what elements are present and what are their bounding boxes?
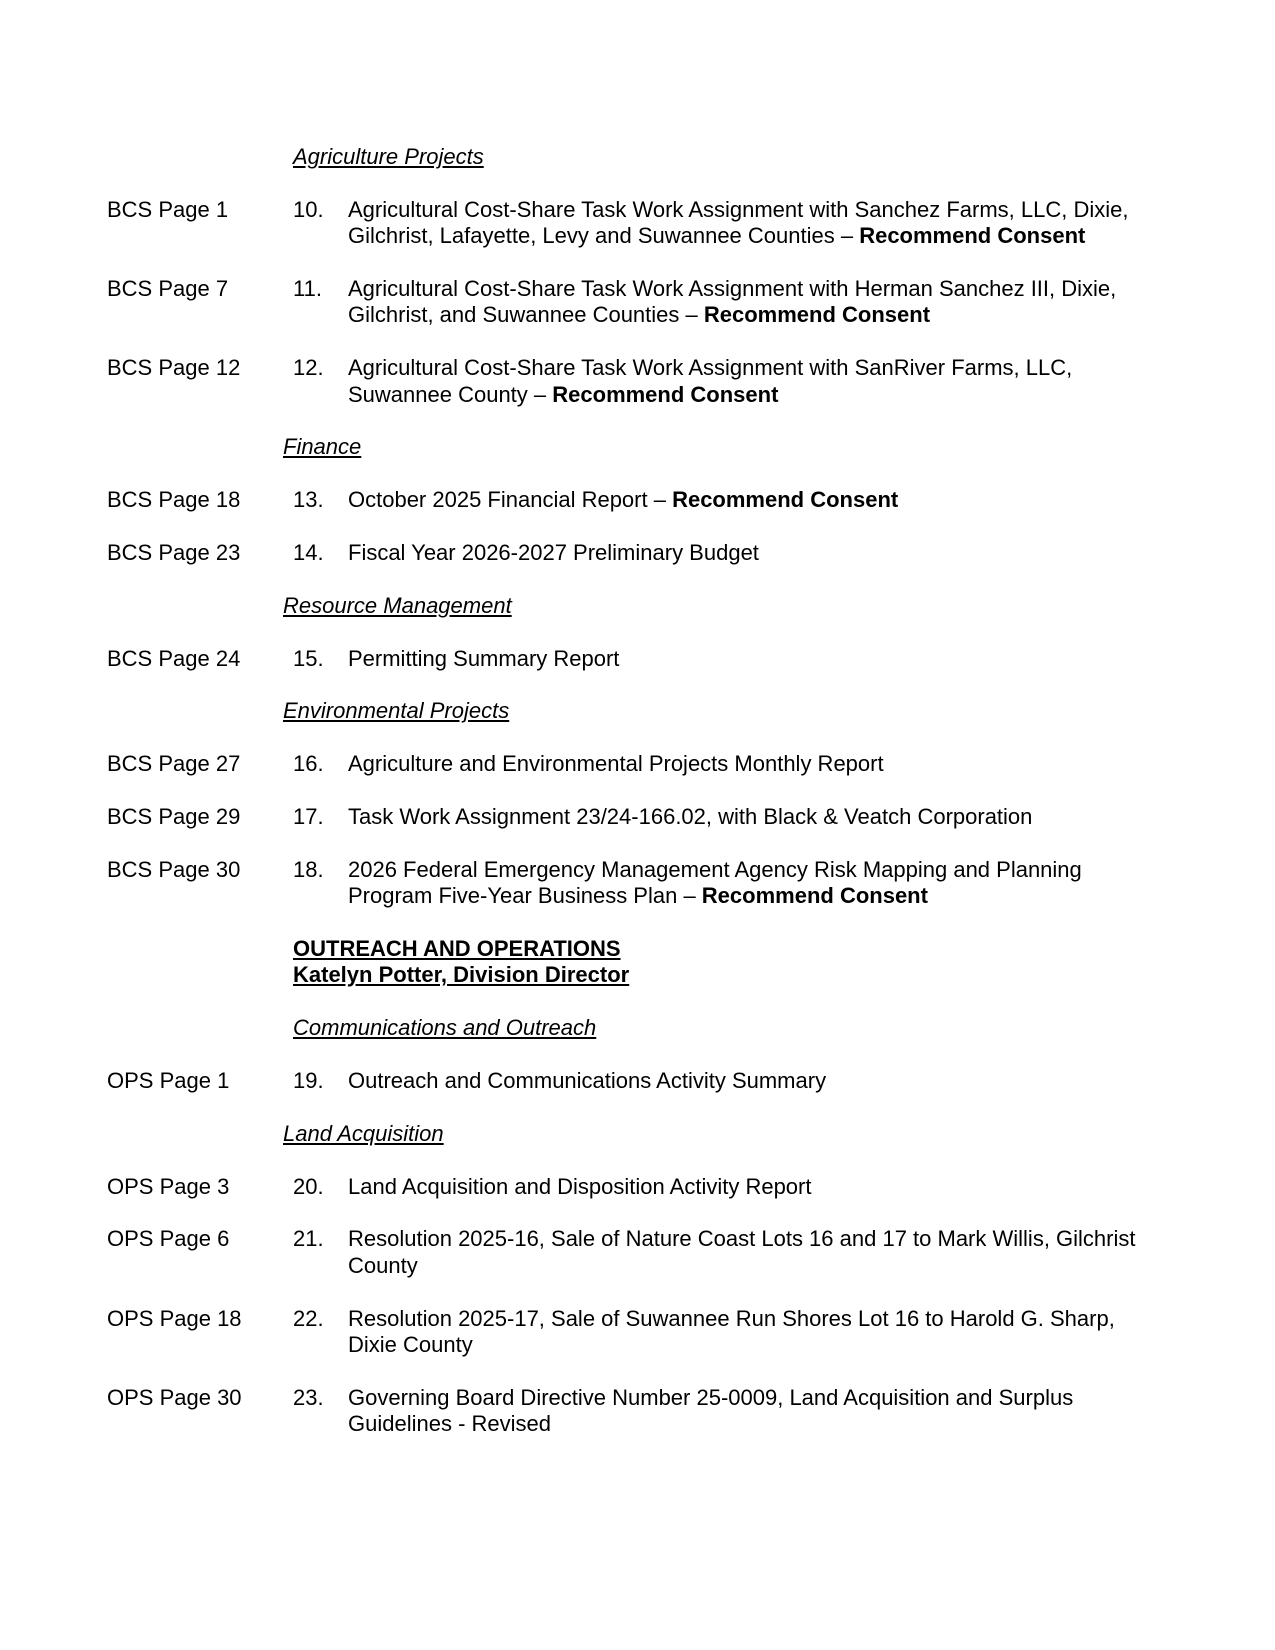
item-number: 13. (293, 487, 324, 513)
item-text-line: Guidelines - Revised (348, 1411, 551, 1437)
item-text (348, 487, 1181, 513)
agenda-item-row (107, 1174, 1185, 1200)
item-text-line: Program Five-Year Business Plan – (348, 883, 702, 909)
item-text (348, 857, 1181, 910)
item-text-line: Outreach and Communications Activity Summary (348, 1067, 827, 1093)
division-director: Katelyn Potter, Division Director (293, 962, 630, 988)
recommend-consent-label: Recommend Consent (703, 302, 931, 328)
page-reference: OPS Page 30 (107, 1384, 242, 1410)
recommend-consent-label: Recommend Consent (859, 223, 1086, 249)
item-number: 20. (293, 1173, 324, 1199)
agenda-item-row (107, 804, 1185, 830)
page-reference: BCS Page 18 (107, 487, 241, 513)
item-number: 19. (293, 1067, 324, 1093)
item-text-line: 2026 Federal Emergency Management Agency Risk Mapping and Planning (348, 856, 1082, 882)
item-text-line: Land Acquisition and Disposition Activity Report (348, 1173, 812, 1199)
section-heading-row (107, 1121, 1185, 1147)
item-text (348, 1385, 1181, 1438)
page-reference: BCS Page 12 (107, 355, 241, 381)
division-heading-row (107, 936, 1185, 989)
section-heading-finance: Finance (283, 434, 362, 460)
item-text (348, 1174, 1181, 1200)
item-text-line: Fiscal Year 2026-2027 Preliminary Budget (348, 540, 759, 565)
item-text (348, 751, 1181, 777)
agenda-item-row (107, 276, 1185, 329)
item-text (348, 1226, 1181, 1279)
agenda-item-row (107, 751, 1185, 777)
page-reference: OPS Page 3 (107, 1173, 230, 1199)
item-number: 11. (293, 276, 322, 301)
item-number: 21. (293, 1226, 324, 1252)
item-text-line: Gilchrist, and Suwannee Counties – (348, 302, 704, 328)
item-text-line: Resolution 2025-16, Sale of Nature Coast Lots 16 and 17 to Mark Willis, Gilchrist (348, 1226, 1136, 1252)
item-number: 15. (293, 645, 324, 671)
page-reference: OPS Page 18 (107, 1305, 242, 1331)
item-text (348, 276, 1181, 329)
agenda-item-row (107, 355, 1185, 408)
item-text-line: Agriculture and Environmental Projects Monthly Report (348, 751, 884, 777)
item-number: 16. (293, 751, 324, 777)
item-number: 14. (293, 540, 324, 565)
item-text-line: Agricultural Cost-Share Task Work Assignment with Sanchez Farms, LLC, Dixie, (348, 196, 1129, 222)
item-text-line: Gilchrist, Lafayette, Levy and Suwannee Counties – (348, 223, 860, 249)
section-heading-land-acquisition: Land Acquisition (283, 1120, 444, 1146)
page-reference: BCS Page 24 (107, 645, 241, 671)
item-number: 18. (293, 856, 324, 882)
item-number: 17. (293, 803, 324, 829)
section-heading-row (107, 698, 1185, 724)
item-text (348, 804, 1181, 830)
item-number: 22. (293, 1305, 324, 1331)
item-text (348, 646, 1181, 672)
section-heading-resource-management: Resource Management (283, 592, 512, 618)
section-heading-environmental-projects: Environmental Projects (283, 698, 510, 724)
agenda-item-row (107, 1385, 1185, 1438)
item-text-line: Dixie County (348, 1331, 473, 1357)
page-reference: OPS Page 6 (107, 1226, 230, 1252)
page-reference: BCS Page 23 (107, 540, 241, 565)
item-number: 12. (293, 355, 324, 381)
section-heading-communications-and-outreach: Communications and Outreach (293, 1015, 597, 1041)
page-reference: BCS Page 1 (107, 196, 229, 222)
section-heading-row (107, 593, 1185, 619)
item-text-line: Suwannee County – (348, 381, 553, 407)
item-text-line: October 2025 Financial Report – (348, 487, 673, 513)
item-text (348, 197, 1181, 250)
section-heading-row (107, 1015, 1185, 1041)
page-reference: BCS Page 7 (107, 276, 229, 301)
division-name: OUTREACH AND OPERATIONS (293, 935, 621, 961)
item-text-line: Agricultural Cost-Share Task Work Assignment with Herman Sanchez III, Dixie, (348, 276, 1117, 301)
agenda-item-row (107, 540, 1185, 566)
page-reference: BCS Page 30 (107, 856, 241, 882)
item-number: 23. (293, 1384, 324, 1410)
recommend-consent-label: Recommend Consent (672, 487, 899, 513)
item-text (348, 1068, 1181, 1094)
item-text-line: Task Work Assignment 23/24-166.02, with Black & Veatch Corporation (348, 803, 1033, 829)
item-text-line: County (348, 1252, 418, 1278)
agenda-item-row (107, 857, 1185, 910)
item-text-line: Permitting Summary Report (348, 645, 620, 671)
recommend-consent-label: Recommend Consent (552, 381, 779, 407)
item-text (348, 355, 1181, 408)
item-text-line: Governing Board Directive Number 25-0009, Land Acquisition and Surplus (348, 1384, 1074, 1410)
item-text (348, 540, 1181, 566)
agenda-item-row (107, 1306, 1185, 1359)
recommend-consent-label: Recommend Consent (701, 883, 928, 909)
agenda-item-row (107, 487, 1185, 513)
section-heading-row (107, 434, 1185, 460)
section-heading-row (107, 144, 1185, 170)
page-reference: OPS Page 1 (107, 1067, 230, 1093)
page-reference: BCS Page 29 (107, 803, 241, 829)
item-text-line: Resolution 2025-17, Sale of Suwannee Run Shores Lot 16 to Harold G. Sharp, (348, 1305, 1115, 1331)
division-heading-outreach-and-operations (293, 936, 1185, 989)
agenda-item-row (107, 646, 1185, 672)
agenda-item-row (107, 1068, 1185, 1094)
agenda-item-row (107, 1226, 1185, 1279)
item-text (348, 1306, 1181, 1359)
item-text-line: Agricultural Cost-Share Task Work Assignment with SanRiver Farms, LLC, (348, 355, 1073, 381)
page-reference: BCS Page 27 (107, 751, 241, 777)
item-number: 10. (293, 196, 324, 222)
section-heading-agriculture-projects: Agriculture Projects (293, 144, 484, 169)
agenda-item-row (107, 197, 1185, 250)
